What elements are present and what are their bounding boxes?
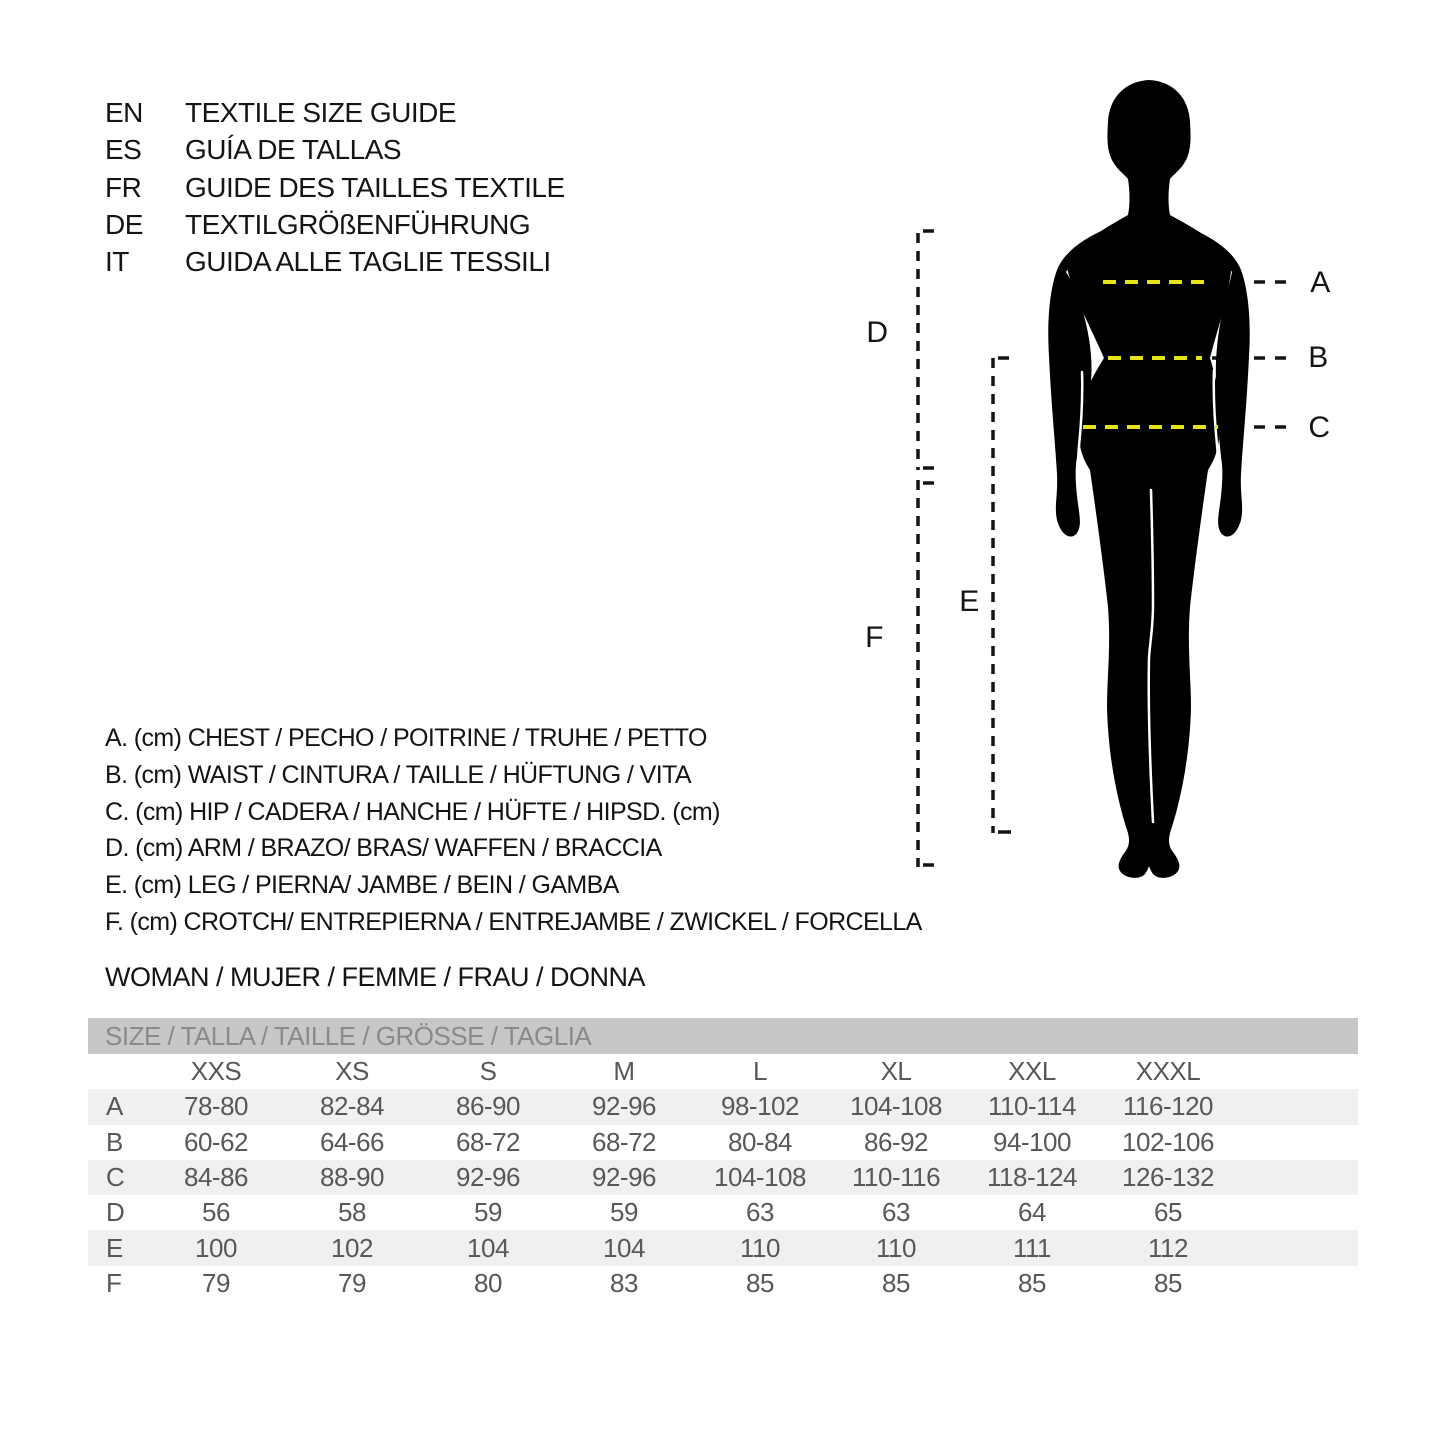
cell-value: 84-86 bbox=[184, 1162, 248, 1193]
cell-value: 86-92 bbox=[864, 1126, 928, 1157]
cell-value: 92-96 bbox=[592, 1091, 656, 1122]
cell-value: 63 bbox=[746, 1197, 774, 1228]
cell-value: 92-96 bbox=[592, 1162, 656, 1193]
cell-value: 64 bbox=[1018, 1197, 1046, 1228]
marker-label-crotch: F bbox=[865, 621, 883, 654]
row-label: E bbox=[106, 1232, 123, 1263]
cell-value: 104-108 bbox=[714, 1162, 806, 1193]
cell-value: 111 bbox=[1012, 1232, 1052, 1263]
cell-value: 112 bbox=[1148, 1232, 1188, 1263]
cell-value: 79 bbox=[202, 1267, 230, 1298]
row-label: F bbox=[106, 1267, 122, 1298]
table-row-arm bbox=[88, 1195, 1358, 1230]
cell-value: 126-132 bbox=[1122, 1162, 1214, 1193]
cell-value: 110 bbox=[740, 1232, 780, 1263]
cell-value: 82-84 bbox=[320, 1091, 384, 1122]
arm-length-ticks bbox=[923, 231, 934, 468]
legend-line-crotch: F. (cm) CROTCH/ ENTREPIERNA / ENTREJAMBE / ZWICKEL / FORCELLA bbox=[105, 907, 922, 936]
cell-value: 85 bbox=[1018, 1267, 1046, 1298]
cell-value: 56 bbox=[202, 1197, 230, 1228]
cell-value: 98-102 bbox=[721, 1091, 799, 1122]
legend-line-arm: D. (cm) ARM / BRAZO/ BRAS/ WAFFEN / BRACCIA bbox=[105, 834, 662, 863]
lang-code: IT bbox=[105, 246, 129, 278]
lang-code: FR bbox=[105, 171, 142, 203]
cell-value: 110-114 bbox=[987, 1091, 1077, 1122]
cell-value: 59 bbox=[610, 1197, 638, 1228]
legend-line-hip: C. (cm) HIP / CADERA / HANCHE / HÜFTE / HIPSD. (cm) bbox=[105, 797, 720, 826]
cell-value: 80 bbox=[474, 1267, 502, 1298]
cell-value: 68-72 bbox=[592, 1126, 656, 1157]
crotch-length-ticks bbox=[923, 483, 934, 865]
cell-value: 86-90 bbox=[456, 1091, 520, 1122]
cell-value: 64-66 bbox=[320, 1126, 384, 1157]
table-row-crotch bbox=[88, 1266, 1358, 1301]
cell-value: 85 bbox=[746, 1267, 774, 1298]
lang-code: DE bbox=[105, 208, 143, 240]
measurement-legend bbox=[105, 720, 922, 941]
cell-value: 78-80 bbox=[184, 1091, 248, 1122]
cell-value: 85 bbox=[1154, 1267, 1182, 1298]
cell-value: 58 bbox=[338, 1197, 366, 1228]
row-label: A bbox=[106, 1091, 123, 1122]
cell-value: 83 bbox=[610, 1267, 638, 1298]
size-col-header: M bbox=[613, 1056, 635, 1087]
cell-value: 94-100 bbox=[993, 1126, 1071, 1157]
size-header-row bbox=[88, 1054, 1358, 1089]
guide-title: GUIDA ALLE TAGLIE TESSILI bbox=[185, 246, 551, 278]
table-row-hip bbox=[88, 1160, 1358, 1195]
gender-title: WOMAN / MUJER / FEMME / FRAU / DONNA bbox=[105, 962, 645, 992]
table-row-leg bbox=[88, 1230, 1358, 1265]
vertical-measure-lines bbox=[918, 231, 1011, 867]
cell-value: 110 bbox=[876, 1232, 916, 1263]
row-label: D bbox=[106, 1197, 125, 1228]
guide-title: GUÍA DE TALLAS bbox=[185, 134, 402, 166]
cell-value: 63 bbox=[882, 1197, 910, 1228]
cell-value: 118-124 bbox=[987, 1162, 1077, 1193]
row-label: C bbox=[106, 1162, 125, 1193]
cell-value: 104 bbox=[467, 1232, 509, 1263]
table-row-waist bbox=[88, 1125, 1358, 1160]
marker-label-hip: C bbox=[1308, 411, 1330, 444]
size-table-caption: SIZE / TALLA / TAILLE / GRÖSSE / TAGLIA bbox=[88, 1018, 1358, 1054]
lang-code: ES bbox=[105, 134, 142, 166]
marker-label-leg: E bbox=[959, 585, 979, 618]
language-title-list bbox=[105, 94, 565, 280]
cell-value: 102 bbox=[331, 1232, 373, 1263]
cell-value: 100 bbox=[195, 1232, 237, 1263]
cell-value: 92-96 bbox=[456, 1162, 520, 1193]
guide-title: TEXTILE SIZE GUIDE bbox=[185, 97, 457, 128]
cell-value: 80-84 bbox=[728, 1126, 792, 1157]
table-row-chest bbox=[88, 1089, 1358, 1124]
cell-value: 59 bbox=[474, 1197, 502, 1228]
marker-label-arm: D bbox=[866, 316, 888, 349]
marker-label-chest: A bbox=[1310, 266, 1330, 299]
cell-value: 85 bbox=[882, 1267, 910, 1298]
size-table bbox=[88, 1018, 1358, 1301]
body-measurement-diagram bbox=[860, 70, 1340, 900]
lang-code: EN bbox=[105, 97, 143, 128]
cell-value: 104 bbox=[603, 1232, 645, 1263]
silhouette-canvas bbox=[860, 70, 1340, 900]
cell-value: 65 bbox=[1154, 1197, 1182, 1228]
guide-title: TEXTILGRÖßENFÜHRUNG bbox=[185, 208, 531, 240]
cell-value: 104-108 bbox=[850, 1091, 942, 1122]
leg-length-ticks bbox=[998, 358, 1011, 832]
cell-value: 102-106 bbox=[1122, 1126, 1214, 1157]
legend-line-chest: A. (cm) CHEST / PECHO / POITRINE / TRUHE / PETTO bbox=[105, 724, 707, 752]
size-col-header: XS bbox=[335, 1056, 369, 1087]
size-col-header: XXXL bbox=[1135, 1056, 1201, 1087]
legend-line-waist: B. (cm) WAIST / CINTURA / TAILLE / HÜFTUNG / VITA bbox=[105, 760, 691, 789]
size-col-header: XL bbox=[880, 1056, 912, 1087]
cell-value: 110-116 bbox=[851, 1162, 941, 1193]
cell-value: 60-62 bbox=[184, 1126, 248, 1157]
cell-value: 116-120 bbox=[1123, 1091, 1213, 1122]
row-label: B bbox=[106, 1126, 123, 1157]
size-col-header: XXS bbox=[190, 1056, 242, 1087]
guide-title: GUIDE DES TAILLES TEXTILE bbox=[185, 171, 565, 203]
legend-line-leg: E. (cm) LEG / PIERNA/ JAMBE / BEIN / GAMBA bbox=[105, 871, 619, 900]
size-col-header: L bbox=[753, 1056, 767, 1087]
marker-label-waist: B bbox=[1308, 341, 1328, 374]
cell-value: 88-90 bbox=[320, 1162, 384, 1193]
cell-value: 79 bbox=[338, 1267, 366, 1298]
cell-value: 68-72 bbox=[456, 1126, 520, 1157]
size-col-header: XXL bbox=[1008, 1056, 1056, 1087]
size-col-header: S bbox=[479, 1056, 497, 1087]
